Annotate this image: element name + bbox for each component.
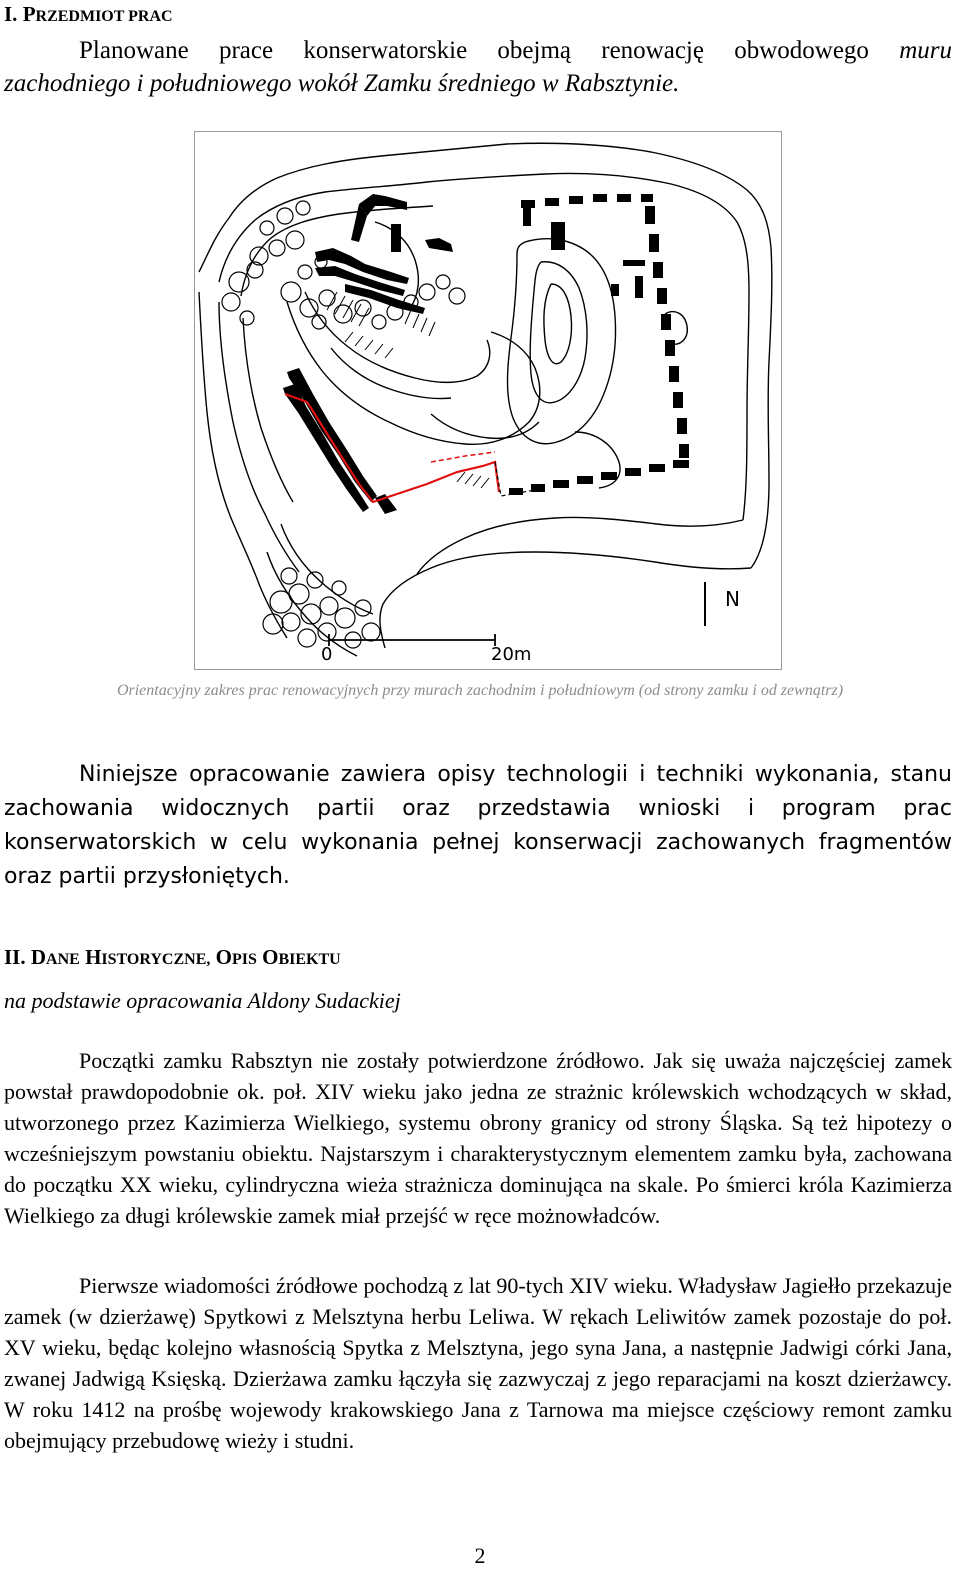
red-dashed-line [431, 452, 495, 462]
history-paragraph-1: Początki zamku Rabsztyn nie zostały potwierdzone źródłowo. Jak się uważa najczęściej zamek powstał prawdopodobnie ok. poł. XIV wieku jako jedna ze strażnic królewskich wchodzących w skład, utworzonego przez Kazimierza Wielkiego, systemu obrony granicy od strony Śląska. Są też hipotezy o wcześniejszym powstaniu obiektu. Najstarszym i charakterystycznym elementem zamku była, zachowana do początku XX wieku, cylindryczna wieża strażnicza dominująca na skale. Po śmierci króla Kazimierza Wielkiego za długi królewskie zamek miał przejść w ręce możnowładców. [4, 1048, 952, 1228]
section-2-subtitle: na podstawie opracowania Aldony Sudackiej [4, 988, 401, 1013]
scale-bar [329, 634, 495, 646]
scope-paragraph [4, 758, 952, 894]
north-label: N [725, 587, 740, 611]
history-paragraph-2: Pierwsze wiadomości źródłowe pochodzą z lat 90-tych XIV wieku. Władysław Jagiełło przekazuje zamek (w dzierżawę) Spytkowi z Melsztyna herbu Leliwa. W rękach Leliwitów zamek pozostaje do poł. XV wieku, będąc kolejno własnością Spytka z Melsztyna, jego syna Jana, a następnie Jadwigi córki Jana, zwanej Jadwigą Księską. Dzierżawa zamku łączyła się zazwyczaj z jego reparacjami na koszt dzierżawcy. W roku 1412 na prośbę wojewody krakowskiego Jana z Tarnowa ma miejsce częściowy remont zamku obejmujący przebudowę wieży i studni. [4, 1273, 952, 1453]
castle-plan-drawing [195, 132, 780, 668]
figure-caption: Orientacyjny zakres prac renowacyjnych przy murach zachodnim i południowym (od strony zamku i od zewnątrz) [116, 682, 844, 699]
scale-end-label: 20m [491, 644, 532, 665]
section-2-heading: II. DANE HISTORYCZNE, OPIS OBIEKTU [4, 945, 341, 969]
intro-line-2: zachodniego i południowego wokół Zamku średniego w Rabsztynie. [4, 70, 680, 97]
castle-plan-map [194, 131, 782, 670]
contour-lines [199, 143, 772, 656]
intro-paragraph [4, 34, 952, 100]
section-1-heading: I. PRZEDMIOT PRAC [4, 2, 173, 26]
intro-italic-start: muru [899, 37, 952, 64]
intro-line-1: Planowane prace konserwatorskie obejmą renowację obwodowego muru [79, 37, 952, 64]
scope-text: Niniejsze opracowanie zawiera opisy technologii i techniki wykonania, stanu zachowania widocznych partii oraz przedstawia wnioski i program prac konserwatorskich w celu wykonania pełnej konserwacji zachowanych fragmentów oraz partii przysłoniętych. [4, 762, 952, 889]
scale-start-label: 0 [321, 644, 333, 665]
page-number: 2 [474, 1543, 486, 1568]
